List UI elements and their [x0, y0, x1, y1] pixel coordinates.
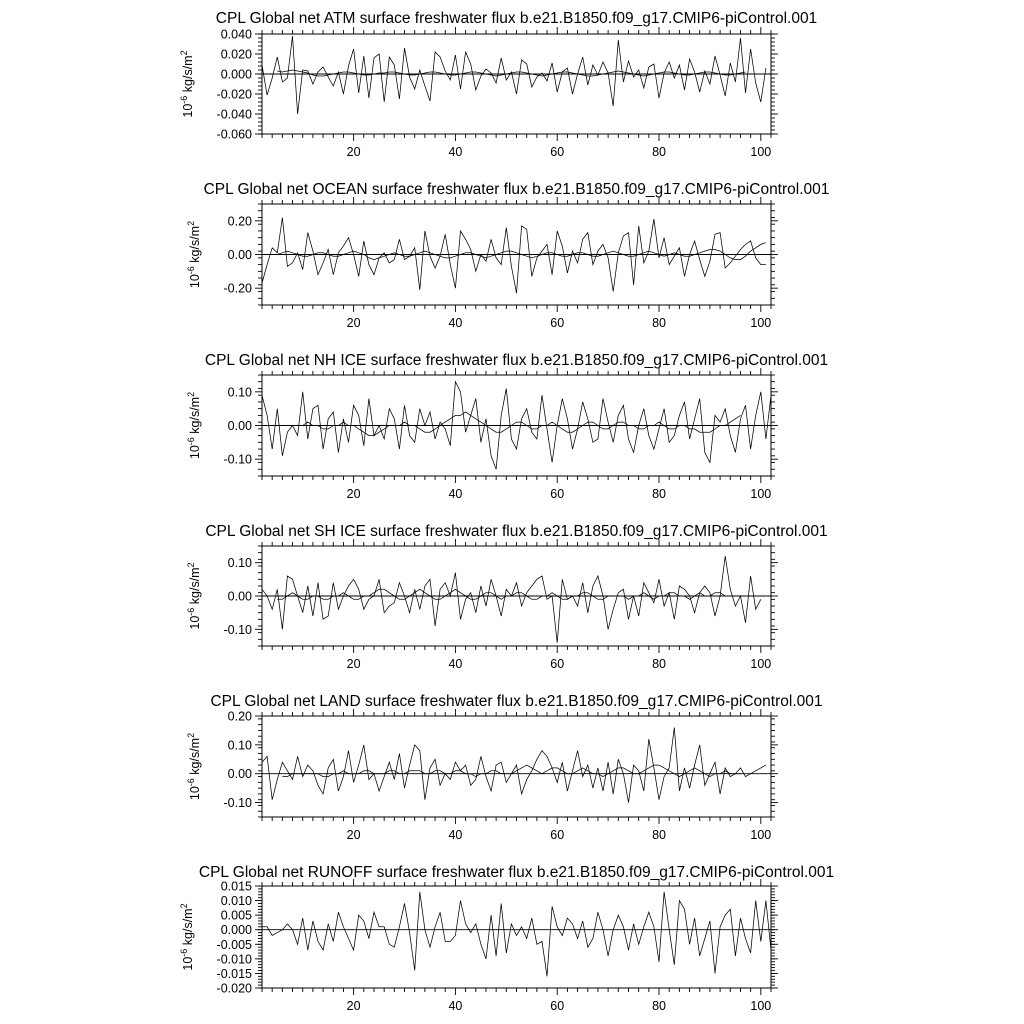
y-tick-label: 0.005 — [220, 908, 252, 923]
chart-panel-5 — [186, 693, 823, 842]
y-tick-label: 0.000 — [220, 923, 252, 938]
x-tick-label: 100 — [750, 145, 772, 159]
series-line-annual — [262, 556, 761, 643]
x-tick-label: 80 — [652, 828, 666, 842]
x-tick-label: 40 — [448, 316, 463, 330]
y-tick-label: -0.10 — [223, 452, 252, 467]
y-tick-label: 0.00 — [227, 767, 252, 782]
series-line-annual — [262, 892, 771, 977]
y-axis-label — [186, 562, 202, 629]
chart-panel-3 — [186, 352, 828, 501]
y-axis-label-unit: kg/s/m — [188, 396, 202, 438]
x-tick-label: 20 — [346, 316, 361, 330]
y-tick-label: -0.060 — [216, 127, 252, 142]
chart-title: CPL Global net NH ICE surface freshwater flux b.e21.B1850.f09_g17.CMIP6-piControl.001 — [204, 352, 829, 369]
x-tick-label: 40 — [448, 828, 463, 842]
y-axis-label-unit: kg/s/m — [188, 567, 202, 608]
x-tick-label: 60 — [550, 487, 565, 501]
y-tick-label: 0.10 — [227, 738, 252, 753]
x-tick-label: 40 — [448, 487, 463, 501]
chart-panel-6 — [179, 864, 834, 1013]
chart-title: CPL Global net LAND surface freshwater flux b.e21.B1850.f09_g17.CMIP6-piControl.001 — [210, 693, 823, 710]
x-tick-label: 80 — [652, 999, 666, 1013]
x-tick-label: 100 — [750, 657, 772, 671]
x-tick-label: 60 — [550, 145, 565, 159]
x-tick-label: 60 — [550, 316, 565, 330]
chart-title: CPL Global net OCEAN surface freshwater flux b.e21.B1850.f09_g17.CMIP6-piControl.001 — [203, 181, 830, 198]
y-tick-label: -0.040 — [216, 107, 252, 122]
y-axis-label-unit-exponent: 2 — [179, 903, 189, 909]
x-tick-label: 20 — [346, 999, 361, 1013]
x-tick-label: 80 — [652, 487, 666, 501]
y-tick-label: -0.10 — [223, 796, 252, 811]
y-tick-label: 0.00 — [227, 589, 252, 604]
x-tick-label: 60 — [550, 657, 565, 671]
y-tick-label: -0.020 — [216, 87, 252, 102]
y-tick-label: -0.20 — [223, 281, 252, 296]
x-tick-label: 20 — [346, 487, 361, 501]
chart-panel-4 — [186, 523, 828, 671]
y-tick-label: 0.20 — [227, 214, 252, 229]
x-tick-label: 100 — [750, 487, 772, 501]
x-tick-label: 60 — [550, 828, 565, 842]
chart-panel-1 — [179, 10, 817, 159]
y-axis-label — [186, 221, 202, 288]
y-tick-label: -0.005 — [216, 937, 252, 952]
y-tick-label: 0.00 — [227, 248, 252, 262]
y-axis-label-base: 10 — [188, 615, 202, 630]
y-axis-label-exponent: -6 — [179, 95, 189, 104]
x-tick-label: 80 — [652, 657, 666, 671]
y-axis-label-base: 10 — [181, 956, 195, 971]
y-axis-label-exponent: -6 — [186, 266, 196, 275]
series-line-annual — [262, 218, 766, 294]
x-tick-label: 60 — [550, 999, 565, 1013]
y-axis-label-base: 10 — [181, 103, 195, 118]
y-tick-label: 0.00 — [227, 419, 252, 433]
y-axis-label-unit: kg/s/m — [181, 908, 195, 949]
y-axis-label-unit: kg/s/m — [181, 55, 195, 96]
y-tick-label: -0.015 — [216, 966, 252, 981]
plot-frame — [262, 886, 771, 988]
y-axis-label-unit-exponent: 2 — [179, 50, 189, 56]
y-tick-label: 0.20 — [227, 709, 252, 724]
chart-title: CPL Global net SH ICE surface freshwater flux b.e21.B1850.f09_g17.CMIP6-piControl.001 — [205, 523, 828, 540]
series-line-annual — [262, 728, 766, 803]
y-axis-label — [179, 50, 195, 117]
y-tick-label: -0.10 — [223, 622, 252, 637]
chart-panel-2 — [186, 181, 829, 330]
y-tick-label: 0.040 — [220, 27, 252, 42]
chart-title: CPL Global net ATM surface freshwater flux b.e21.B1850.f09_g17.CMIP6-piControl.001 — [215, 10, 818, 27]
y-axis-label — [179, 903, 195, 970]
y-axis-label-exponent: -6 — [186, 778, 196, 787]
y-axis-label-unit-exponent: 2 — [186, 220, 196, 226]
y-axis-label — [186, 392, 202, 459]
y-tick-label: 0.10 — [227, 385, 252, 400]
x-tick-label: 100 — [750, 999, 772, 1013]
y-axis-label-exponent: -6 — [186, 607, 196, 616]
x-tick-label: 20 — [346, 145, 361, 159]
x-tick-label: 80 — [652, 316, 666, 330]
y-tick-label: -0.010 — [216, 952, 252, 967]
y-tick-label: 0.015 — [220, 879, 252, 894]
x-tick-label: 40 — [448, 999, 463, 1013]
y-axis-label-base: 10 — [188, 445, 202, 460]
y-axis-label-base: 10 — [188, 274, 202, 289]
y-tick-label: 0.010 — [220, 894, 252, 909]
y-axis-label-base: 10 — [188, 786, 202, 801]
y-tick-label: -0.020 — [216, 981, 252, 996]
y-axis-label-unit: kg/s/m — [188, 737, 202, 779]
y-axis-label-unit: kg/s/m — [188, 225, 202, 267]
x-tick-label: 100 — [750, 316, 772, 330]
y-axis-label-exponent: -6 — [179, 948, 189, 957]
y-axis-label — [186, 733, 202, 800]
x-tick-label: 80 — [652, 145, 666, 159]
y-tick-label: 0.000 — [220, 67, 252, 82]
y-axis-label-exponent: -6 — [186, 437, 196, 446]
chart-title: CPL Global net RUNOFF surface freshwater flux b.e21.B1850.f09_g17.CMIP6-piControl.001 — [198, 864, 835, 881]
y-axis-label-unit-exponent: 2 — [186, 562, 196, 568]
plot-frame — [262, 34, 771, 134]
x-tick-label: 20 — [346, 657, 361, 671]
y-axis-label-unit-exponent: 2 — [186, 391, 196, 397]
y-axis-label-unit-exponent: 2 — [186, 732, 196, 738]
y-tick-label: 0.020 — [220, 47, 252, 62]
x-tick-label: 40 — [448, 657, 463, 671]
x-tick-label: 20 — [346, 828, 361, 842]
x-tick-label: 40 — [448, 145, 463, 159]
y-tick-label: 0.10 — [227, 556, 252, 571]
x-tick-label: 100 — [750, 828, 772, 842]
